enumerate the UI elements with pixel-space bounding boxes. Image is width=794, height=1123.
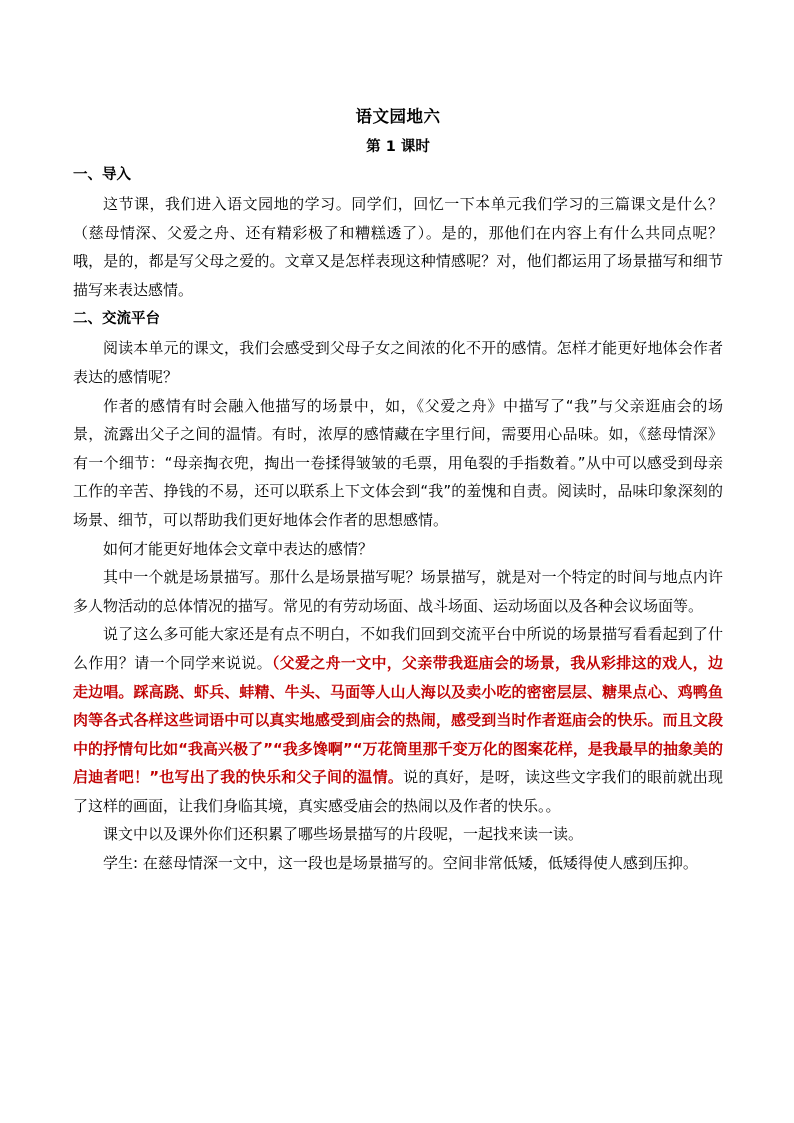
paragraph-6-tail: 说的真好，是呀，读这些文字我们的眼前就出现了这样的画面，让我们身临其境，真实感受庙会的热闹以及作者的快乐。。	[73, 768, 723, 815]
section-heading-exchange: 二、交流平台	[73, 311, 160, 328]
document-page	[73, 100, 723, 878]
paragraph-8: 学生: 在慈母情深一文中，这一段也是场景描写的。空间非常低矮，低矮得使人感到压抑。	[103, 854, 698, 873]
page-title: 语文园地六	[355, 107, 441, 126]
student-answer-highlight: （父爱之舟一文中，父亲带我逛庙会的场景，我从彩排这的戏人，边走边唱。踩高跷、虾兵、蚌精、牛头、马面等人山人海以及卖小吃的密密层层、糖果点心、鸡鸭鱼肉等各式各样这些词语中可以真实地感受到庙会的热闹，感受到当时作者逛庙会的快乐。而且文段中的抒情句比如“我高兴极了”“我多馋啊”“万花筒里那千变万化的图案花样，是我最早的抽象美的启迪者吧！”也写出了我的快乐和父子间的温情。	[73, 653, 723, 787]
paragraph-7: 课文中以及课外你们还积累了哪些场景描写的片段呢，一起找来读一读。	[103, 825, 584, 844]
paragraph-intro: 这节课，我们进入语文园地的学习。同学们，回忆一下本单元我们学习的三篇课文是什么？（慈母情深、父爱之舟、还有精彩极了和糟糕透了）。是的，那他们在内容上有什么共同点呢？哦，是的，都是写父母之爱的。文章又是怎样表现这种情感呢？对，他们都运用了场景描写和细节描写来表达感情。	[73, 195, 723, 299]
paragraph-5: 其中一个就是场景描写。那什么是场景描写呢？场景描写，就是对一个特定的时间与地点内许多人物活动的总体情况的描写。常见的有劳动场面、战斗场面、运动场面以及各种会议场面等。	[73, 568, 723, 615]
lesson-subtitle: 第 1 课时	[366, 139, 430, 155]
paragraph-6	[73, 620, 723, 820]
section-heading-intro: 一、导入	[73, 167, 131, 183]
paragraph-3: 作者的感情有时会融入他描写的场景中，如，《父爱之舟》中描写了“我”与父亲逛庙会的场景，流露出父子之间的温情。有时，浓厚的感情藏在字里行间，需要用心品味。如，《慈母情深》有一个细节：“母亲掏衣兜，掏出一卷揉得皱皱的毛票，用龟裂的手指数着。”从中可以感受到母亲工作的辛苦、挣钱的不易，还可以联系上下文体会到“我”的羞愧和自责。阅读时，品味印象深刻的场景、细节，可以帮助我们更好地体会作者的思想感情。	[73, 396, 723, 529]
paragraph-2: 阅读本单元的课文，我们会感受到父母子女之间浓的化不开的感情。怎样才能更好地体会作者表达的感情呢？	[73, 339, 723, 386]
paragraph-6-intro: 说了这么多可能大家还是有点不明白，不如我们回到交流平台中所说的场景描写看看起到了什么作用？请一个同学来说说。	[73, 625, 723, 672]
paragraph-4: 如何才能更好地体会文章中表达的感情？	[103, 539, 374, 558]
